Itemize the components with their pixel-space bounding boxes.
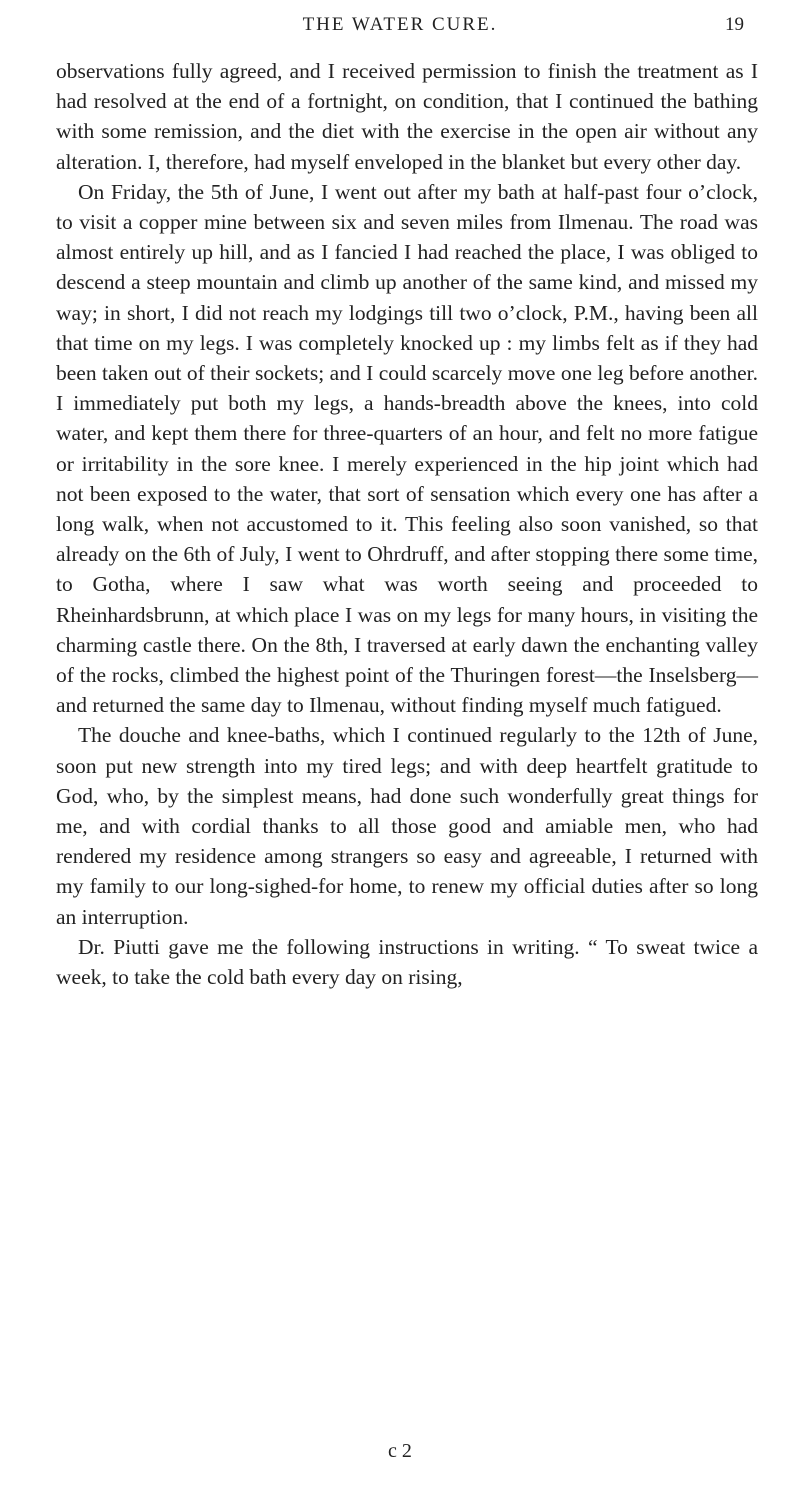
page-number: 19 xyxy=(725,14,744,35)
paragraph-1: observations fully agreed, and I received permission to finish the treatment as I had resolved at the end of a fortnight, on condition, that I continued the bathing with some remission, and the diet with the exercise in the open air without any alteration. I, therefore, had myself enveloped in the blanket but every other day. xyxy=(56,59,758,174)
paragraph-3: The douche and knee-baths, which I continued regularly to the 12th of June, soon put new strength into my tired legs; and with deep heartfelt gratitude to God, who, by the simplest means, had done such wonderfully great things for me, and with cordial thanks to all those good and amiable men, who had rendered my residence among strangers so easy and agreeable, I returned with my family to our long-sighed-for home, to renew my official duties after so long an interruption. xyxy=(56,723,758,929)
running-title: THE WATER CURE. xyxy=(302,14,498,35)
body-text xyxy=(56,56,758,992)
signature-mark: c 2 xyxy=(388,1440,412,1462)
paragraph-4: Dr. Piutti gave me the following instructions in writing. “ To sweat twice a week, to take the cold bath every day on rising, xyxy=(56,934,758,990)
page-header xyxy=(56,14,744,44)
paragraph-2: On Friday, the 5th of June, I went out after my bath at half-past four o’clock, to visit a copper mine between six and seven miles from Ilmenau. The road was almost entirely up hill, and as I fancied I had reached the place, I was obliged to descend a steep mountain and climb up another of the same kind, and missed my way; in short, I did not reach my lodgings till two o’clock, P.M., having been all that time on my legs. I was completely knocked up : my limbs felt as if they had been taken out of their sockets; and I could scarcely move one leg before another. I immediately put both my legs, a hands-breadth above the knees, into cold water, and kept them there for three-quarters of an hour, and felt no more fatigue or irritability in the sore knee. I merely experienced in the hip joint which had not been exposed to the water, that sort of sensation which every one has after a long walk, when not accustomed to it. This feeling also soon vanished, so that already on the 6th of July, I went to Ohrdruff, and after stopping there some time, to Gotha, where I saw what was worth seeing and proceeded to Rheinhardsbrunn, at which place I was on my legs for many hours, in visiting the charming castle there. On the 8th, I traversed at early dawn the enchanting valley of the rocks, climbed the highest point of the Thuringen forest—the Inselsberg—and returned the same day to Ilmenau, without finding myself much fatigued. xyxy=(56,179,758,718)
